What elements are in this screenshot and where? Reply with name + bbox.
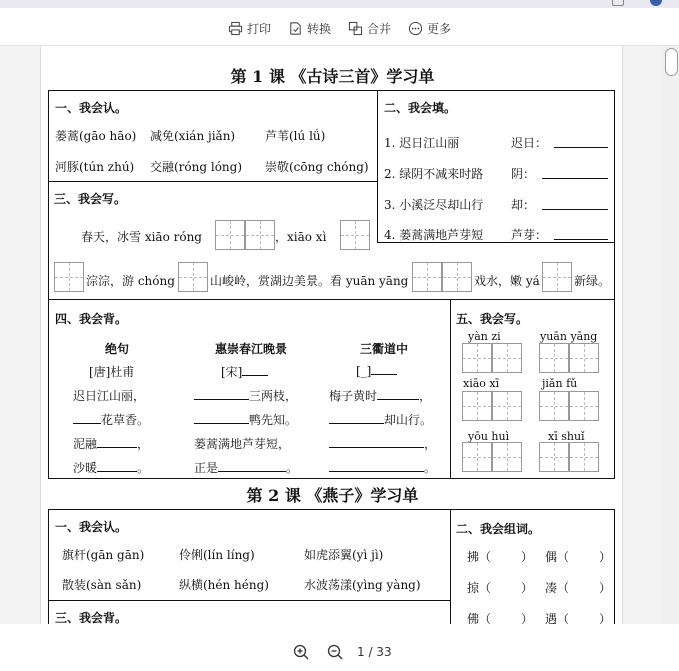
poem-blank bbox=[218, 460, 286, 472]
writing-grid-cell[interactable] bbox=[569, 391, 599, 421]
l2-sec2-paren: ） bbox=[599, 550, 612, 564]
poem1-line: 沙暖 bbox=[73, 461, 98, 475]
l2-sec2-word: 掠（ bbox=[467, 581, 492, 595]
l2-sec3-box bbox=[48, 600, 451, 624]
print-label: 打印 bbox=[247, 22, 272, 36]
vertical-scrollbar[interactable] bbox=[662, 46, 679, 624]
l2-sec3-heading: 三、我会背。 bbox=[55, 611, 128, 624]
poem-blank bbox=[194, 412, 249, 424]
l1-sec2-question: 4. 蒌蒿满地芦芽短 bbox=[384, 228, 484, 242]
l2-sec2-paren: ） bbox=[521, 581, 534, 595]
l1-sec2-label: 芦芽： bbox=[511, 228, 548, 242]
poem-blank bbox=[97, 436, 137, 448]
l1-sec3-text: 山峻岭，赏湖边美景。看 yuān yāng bbox=[210, 274, 409, 288]
convert-icon bbox=[288, 21, 303, 36]
poem3-punct: ， bbox=[419, 389, 432, 403]
poem2-line: 鸭先知。 bbox=[249, 413, 298, 427]
merge-button[interactable] bbox=[348, 20, 391, 37]
writing-grid-cell[interactable] bbox=[569, 343, 599, 373]
poem3-line: 。 bbox=[424, 461, 437, 475]
l1-sec1-word: 减免(xián jiǎn) bbox=[150, 129, 236, 143]
poem-blank bbox=[329, 412, 384, 424]
poem2-punct: 。 bbox=[286, 461, 299, 475]
writing-grid-cell[interactable] bbox=[539, 442, 569, 472]
l1-sec1-box bbox=[48, 90, 378, 182]
l1-sec2-heading: 二、我会填。 bbox=[384, 101, 457, 115]
poem2-line: 三两枝， bbox=[249, 389, 298, 403]
l1-sec2-question: 1. 迟日江山丽 bbox=[384, 136, 460, 150]
poem-blank bbox=[194, 388, 249, 400]
poem1-punct: ， bbox=[137, 437, 150, 451]
merge-icon bbox=[348, 21, 363, 36]
print-icon bbox=[228, 21, 243, 36]
poem3-line: ， bbox=[424, 437, 437, 451]
l2-sec2-paren: ） bbox=[521, 550, 534, 564]
l2-sec2-paren: ） bbox=[521, 612, 534, 624]
page-indicator: 1 / 33 bbox=[357, 645, 392, 659]
poem2-author: [宋] bbox=[221, 365, 243, 379]
poem-blank bbox=[329, 460, 424, 472]
l1-sec3-row2-box bbox=[48, 242, 615, 300]
l2-sec2-paren: ） bbox=[599, 581, 612, 595]
window-top-strip bbox=[0, 0, 679, 8]
window-icon[interactable] bbox=[612, 0, 624, 6]
l1-sec5-pinyin: xiāo xī bbox=[463, 377, 500, 390]
writing-grid-cell[interactable] bbox=[542, 262, 572, 292]
poem-blank bbox=[242, 364, 268, 376]
l1-sec1-heading: 一、我会认。 bbox=[55, 101, 128, 115]
writing-grid-cell[interactable] bbox=[54, 262, 84, 292]
writing-grid-cell[interactable] bbox=[340, 220, 370, 250]
l1-sec3-text: 春天，冰雪 xiāo róng bbox=[81, 230, 202, 244]
writing-grid-cell[interactable] bbox=[492, 343, 522, 373]
l1-sec2-label: 阴： bbox=[511, 167, 536, 181]
l1-sec1-word: 崇敬(cōng chóng) bbox=[265, 160, 369, 174]
writing-grid-cell[interactable] bbox=[462, 343, 492, 373]
poem3-title: 三衢道中 bbox=[359, 342, 408, 356]
l1-sec5-pinyin: yuān yāng bbox=[540, 330, 598, 343]
writing-grid-cell[interactable] bbox=[245, 220, 275, 250]
l2-sec1-word: 如虎添翼(yì jì) bbox=[304, 548, 384, 562]
convert-label: 转换 bbox=[307, 22, 332, 36]
l2-sec1-heading: 一、我会认。 bbox=[55, 520, 128, 534]
l2-sec1-word: 散装(sàn sǎn) bbox=[62, 578, 142, 592]
poem2-title: 惠崇春江晚景 bbox=[214, 342, 287, 356]
l2-sec2-box bbox=[450, 509, 615, 624]
l1-sec2-blank bbox=[554, 228, 608, 240]
zoom-out-icon[interactable] bbox=[327, 644, 343, 660]
poem3-author: [_] bbox=[356, 364, 372, 378]
l1-sec3-text: ，xiāo xì bbox=[275, 230, 327, 244]
writing-grid-cell[interactable] bbox=[539, 391, 569, 421]
pdf-toolbar bbox=[0, 8, 679, 46]
poem-blank bbox=[377, 388, 419, 400]
l1-sec5-pinyin: xī shuǐ bbox=[548, 430, 585, 443]
l1-sec2-question: 2. 绿阴不减来时路 bbox=[384, 167, 484, 181]
l1-sec2-blank bbox=[542, 198, 608, 210]
l2-sec1-word: 伶俐(lín líng) bbox=[179, 548, 255, 562]
poem-blank bbox=[371, 363, 397, 375]
writing-grid-cell[interactable] bbox=[215, 220, 245, 250]
poem1-title: 绝句 bbox=[104, 342, 129, 356]
l2-sec1-word: 旗杆(gān gān) bbox=[62, 548, 145, 562]
poem-blank bbox=[329, 436, 424, 448]
l1-sec3-heading: 三、我会写。 bbox=[54, 192, 127, 206]
writing-grid-cell[interactable] bbox=[462, 442, 492, 472]
document-page bbox=[40, 46, 623, 624]
l1-sec2-label: 迟日： bbox=[511, 136, 548, 150]
l2-sec2-word: 凑（ bbox=[545, 581, 570, 595]
merge-label: 合并 bbox=[367, 22, 392, 36]
poem1-author: [唐]杜甫 bbox=[89, 365, 135, 379]
l1-sec1-word: 交融(róng lóng) bbox=[150, 160, 243, 174]
l1-sec2-blank bbox=[542, 167, 608, 179]
l1-sec5-heading: 五、我会写。 bbox=[456, 312, 529, 326]
scrollbar-thumb[interactable] bbox=[665, 48, 678, 76]
writing-grid-cell[interactable] bbox=[462, 391, 492, 421]
poem-blank bbox=[73, 412, 101, 424]
more-button[interactable] bbox=[408, 20, 451, 37]
l1-sec5-pinyin: yōu huì bbox=[468, 430, 510, 443]
l2-sec2-word: 佛（ bbox=[467, 612, 492, 624]
l2-sec2-heading: 二、我会组词。 bbox=[456, 522, 541, 536]
l1-sec1-word: 芦苇(lú lǘ) bbox=[265, 129, 326, 143]
poem2-line: 正是 bbox=[194, 461, 219, 475]
l1-sec3-text: 戏水，嫩 yá bbox=[474, 274, 540, 288]
poem-blank bbox=[97, 460, 137, 472]
l1-sec2-label: 却： bbox=[511, 198, 536, 212]
more-label: 更多 bbox=[427, 22, 452, 36]
zoom-in-icon[interactable] bbox=[293, 644, 309, 660]
poem2-line: 蒌蒿满地芦芽短， bbox=[194, 437, 291, 451]
l2-sec2-word: 偶（ bbox=[545, 550, 570, 564]
lesson2-title: 第 2 课 《燕子》学习单 bbox=[246, 486, 419, 505]
l1-sec2-question: 3. 小溪泛尽却山行 bbox=[384, 198, 484, 212]
writing-grid-cell[interactable] bbox=[492, 442, 522, 472]
poem1-punct: 。 bbox=[137, 461, 150, 475]
poem3-line: 梅子黄时 bbox=[329, 389, 378, 403]
l1-sec1-word: 河豚(tún zhú) bbox=[55, 160, 135, 174]
l1-sec3-text: 淙淙，游 chóng bbox=[86, 274, 175, 288]
writing-grid-cell[interactable] bbox=[492, 391, 522, 421]
l2-sec1-word: 水波荡漾(yìng yàng) bbox=[304, 578, 421, 592]
l2-sec2-word: 遇（ bbox=[545, 612, 570, 624]
poem1-line: 泥融 bbox=[73, 437, 98, 451]
l1-sec3-text: 新绿。 bbox=[574, 274, 611, 288]
l1-sec5-pinyin: jiǎn fǔ bbox=[542, 377, 578, 390]
l1-sec4-heading: 四、我会背。 bbox=[55, 312, 128, 326]
l2-sec2-word: 拂（ bbox=[467, 550, 492, 564]
poem3-line: 却山行。 bbox=[384, 413, 433, 427]
writing-grid-cell[interactable] bbox=[178, 262, 208, 292]
l1-sec2-box bbox=[377, 90, 615, 243]
l2-sec2-paren: ） bbox=[599, 612, 612, 624]
help-icon[interactable] bbox=[650, 0, 662, 6]
writing-grid-cell[interactable] bbox=[412, 262, 442, 292]
l1-sec1-word: 蒌蒿(gāo hāo) bbox=[55, 129, 137, 143]
writing-grid-cell[interactable] bbox=[539, 343, 569, 373]
more-icon bbox=[408, 21, 423, 36]
pager-bar bbox=[0, 624, 679, 671]
l2-sec1-word: 纵横(hén héng) bbox=[179, 578, 269, 592]
poem1-line: 迟日江山丽， bbox=[73, 389, 146, 403]
lesson1-title: 第 1 课 《古诗三首》学习单 bbox=[230, 67, 435, 86]
convert-button[interactable] bbox=[288, 20, 331, 37]
writing-grid-cell[interactable] bbox=[442, 262, 472, 292]
l1-sec2-blank bbox=[554, 136, 608, 148]
poem1-line: 花草香。 bbox=[101, 413, 150, 427]
l1-sec5-pinyin: yàn zi bbox=[468, 330, 501, 343]
print-button[interactable] bbox=[228, 20, 271, 37]
l2-sec1-box bbox=[48, 509, 451, 601]
writing-grid-cell[interactable] bbox=[569, 442, 599, 472]
